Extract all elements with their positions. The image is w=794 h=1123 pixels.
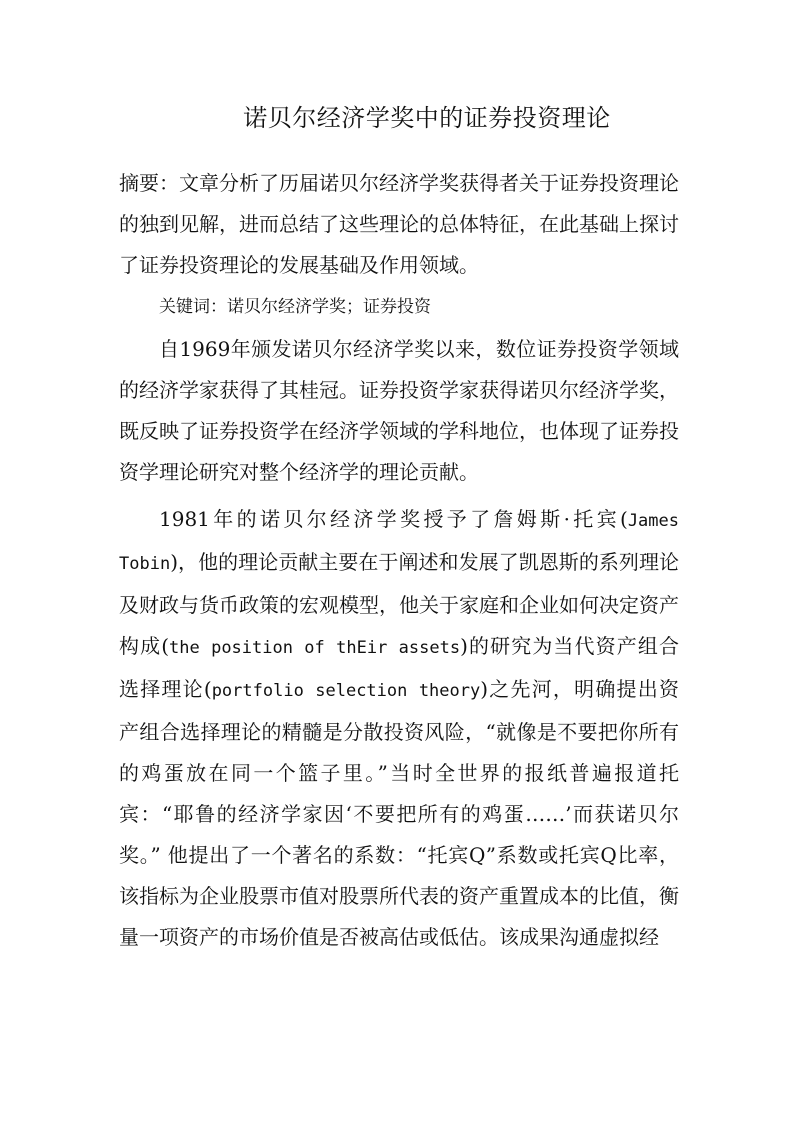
paragraph-1: 自1969年颁发诺贝尔经济学奖以来，数位证券投资学领域的经济学家获得了其桂冠。证券投资学家获得诺贝尔经济学奖，既反映了证券投资学在经济学领域的学科地位，也体现了证券投资学理论研究对整个经济学的理论贡献。 bbox=[119, 337, 679, 484]
para2-part-g: )之先河，明确提出资产组合选择理论的精髓是分散投资风险，“就像是不要把你所有的鸡蛋放在同一个篮子里。”当时全世界的报纸普遍报道托宾：“耶鲁的经济学家因‘不要把所有的鸡蛋……’而获诺贝尔奖。” 他提出了一个著名的系数：“托宾Q”系数或托宾Q比率，该指标为企业股票市值对股票所代表的资产重置成本的比值，衡量一项资产的市场价值是否被高估或低估。该成果沟通虚拟经 bbox=[119, 677, 679, 949]
para2-part-a: 1981年的诺贝尔经济学奖授予了詹姆斯·托宾( bbox=[159, 507, 628, 531]
para2-part-e: )的研究为当代资产组合选择理论( bbox=[119, 634, 679, 701]
paragraph-2 bbox=[119, 499, 679, 958]
abstract-paragraph bbox=[119, 163, 679, 286]
para2-part-c: )，他的理论贡献主要在于阐述和发展了凯恩斯的系列理论及财政与货币政策的宏观模型，他关于家庭和企业如何决定资产构成( bbox=[119, 550, 679, 658]
abstract-label: 摘要： bbox=[119, 171, 179, 195]
keywords-text: 诺贝尔经济学奖；证券投资 bbox=[227, 297, 431, 317]
document-body bbox=[119, 163, 679, 958]
document-title: 诺贝尔经济学奖中的证券投资理论 bbox=[243, 104, 611, 132]
keywords-line bbox=[119, 286, 679, 329]
abstract-text: 文章分析了历届诺贝尔经济学奖获得者关于证券投资理论的独到见解，进而总结了这些理论的总体特征，在此基础上探讨了证券投资理论的发展基础及作用领域。 bbox=[119, 171, 679, 277]
para2-english-term-1: the position of thEir assets bbox=[169, 638, 461, 658]
keywords-label: 关键词： bbox=[159, 297, 227, 317]
para2-english-name: James Tobin bbox=[119, 511, 679, 574]
para2-english-term-2: portfolio selection theory bbox=[211, 681, 481, 701]
